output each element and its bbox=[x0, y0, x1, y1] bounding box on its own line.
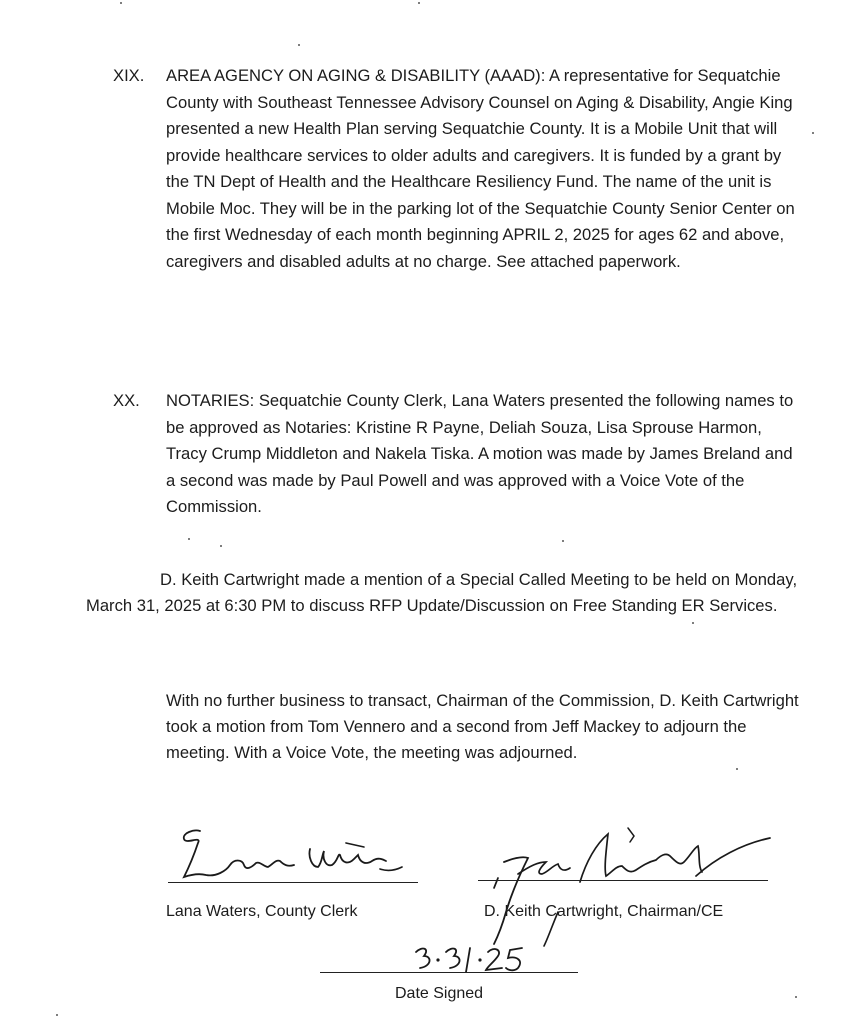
item-text-aaad: AREA AGENCY ON AGING & DISABILITY (AAAD): A representative for Sequatchie County with Southeast Tennessee Advisory Counsel on Aging & Disability, Angie King presented a new Health Plan serving Sequatchie County. It is a Mobile Unit that will provide healthcare services to older adults and caregivers. It is funded by a grant by the TN Dept of Health and the Healthcare Resiliency Fund. The name of the unit is Mobile Moc. They will be in the parking lot of the Sequatchie County Senior Center on the first Wednesday of each month beginning APRIL 2, 2025 for ages 62 and above, caregivers and disabled adults at no charge. See attached paperwork. bbox=[166, 66, 795, 271]
scan-speck bbox=[298, 44, 300, 46]
date-signature-line bbox=[320, 972, 578, 973]
date-caption: Date Signed bbox=[395, 985, 484, 1002]
adjournment-paragraph: With no further business to transact, Chairman of the Commission, D. Keith Cartwright took a motion from Tom Vennero and a second from Jeff Mackey to adjourn the meeting. With a Voice Vote, the meeting was adjourned. bbox=[166, 691, 799, 762]
special-meeting-paragraph: D. Keith Cartwright made a mention of a Special Called Meeting to be held on Monday, March 31, 2025 at 6:30 PM to discuss RFP Update/Discussion on Free Standing ER Services. bbox=[86, 570, 798, 615]
scan-speck bbox=[795, 996, 797, 998]
clerk-signature bbox=[172, 825, 422, 885]
scan-speck bbox=[120, 2, 122, 4]
chairman-signature bbox=[480, 822, 780, 952]
clerk-signature-line bbox=[168, 882, 418, 883]
item-number: XIX. bbox=[113, 66, 145, 85]
scan-speck bbox=[812, 132, 814, 134]
scan-speck bbox=[736, 768, 738, 770]
item-text-notaries: NOTARIES: Sequatchie County Clerk, Lana Waters presented the following names to be approved as Notaries: Kristine R Payne, Deliah Souza, Lisa Sprouse Harmon, Tracy Crump Middleton and Nakela Tiska. A motion was made by James Breland and a second was made by Paul Powell and was approved with a Voice Vote of the Commission. bbox=[166, 391, 794, 516]
scan-speck bbox=[188, 538, 190, 540]
clerk-caption: Lana Waters, County Clerk bbox=[166, 903, 358, 920]
chairman-signature-line bbox=[478, 880, 768, 881]
scan-speck bbox=[56, 1014, 58, 1016]
chairman-caption: D. Keith Cartwright, Chairman/CE bbox=[484, 903, 724, 920]
handwritten-date bbox=[410, 940, 530, 980]
scan-speck bbox=[692, 622, 694, 624]
scan-speck bbox=[562, 540, 564, 542]
item-number: XX. bbox=[113, 391, 140, 410]
scan-speck bbox=[220, 545, 222, 547]
scan-speck bbox=[418, 2, 420, 4]
